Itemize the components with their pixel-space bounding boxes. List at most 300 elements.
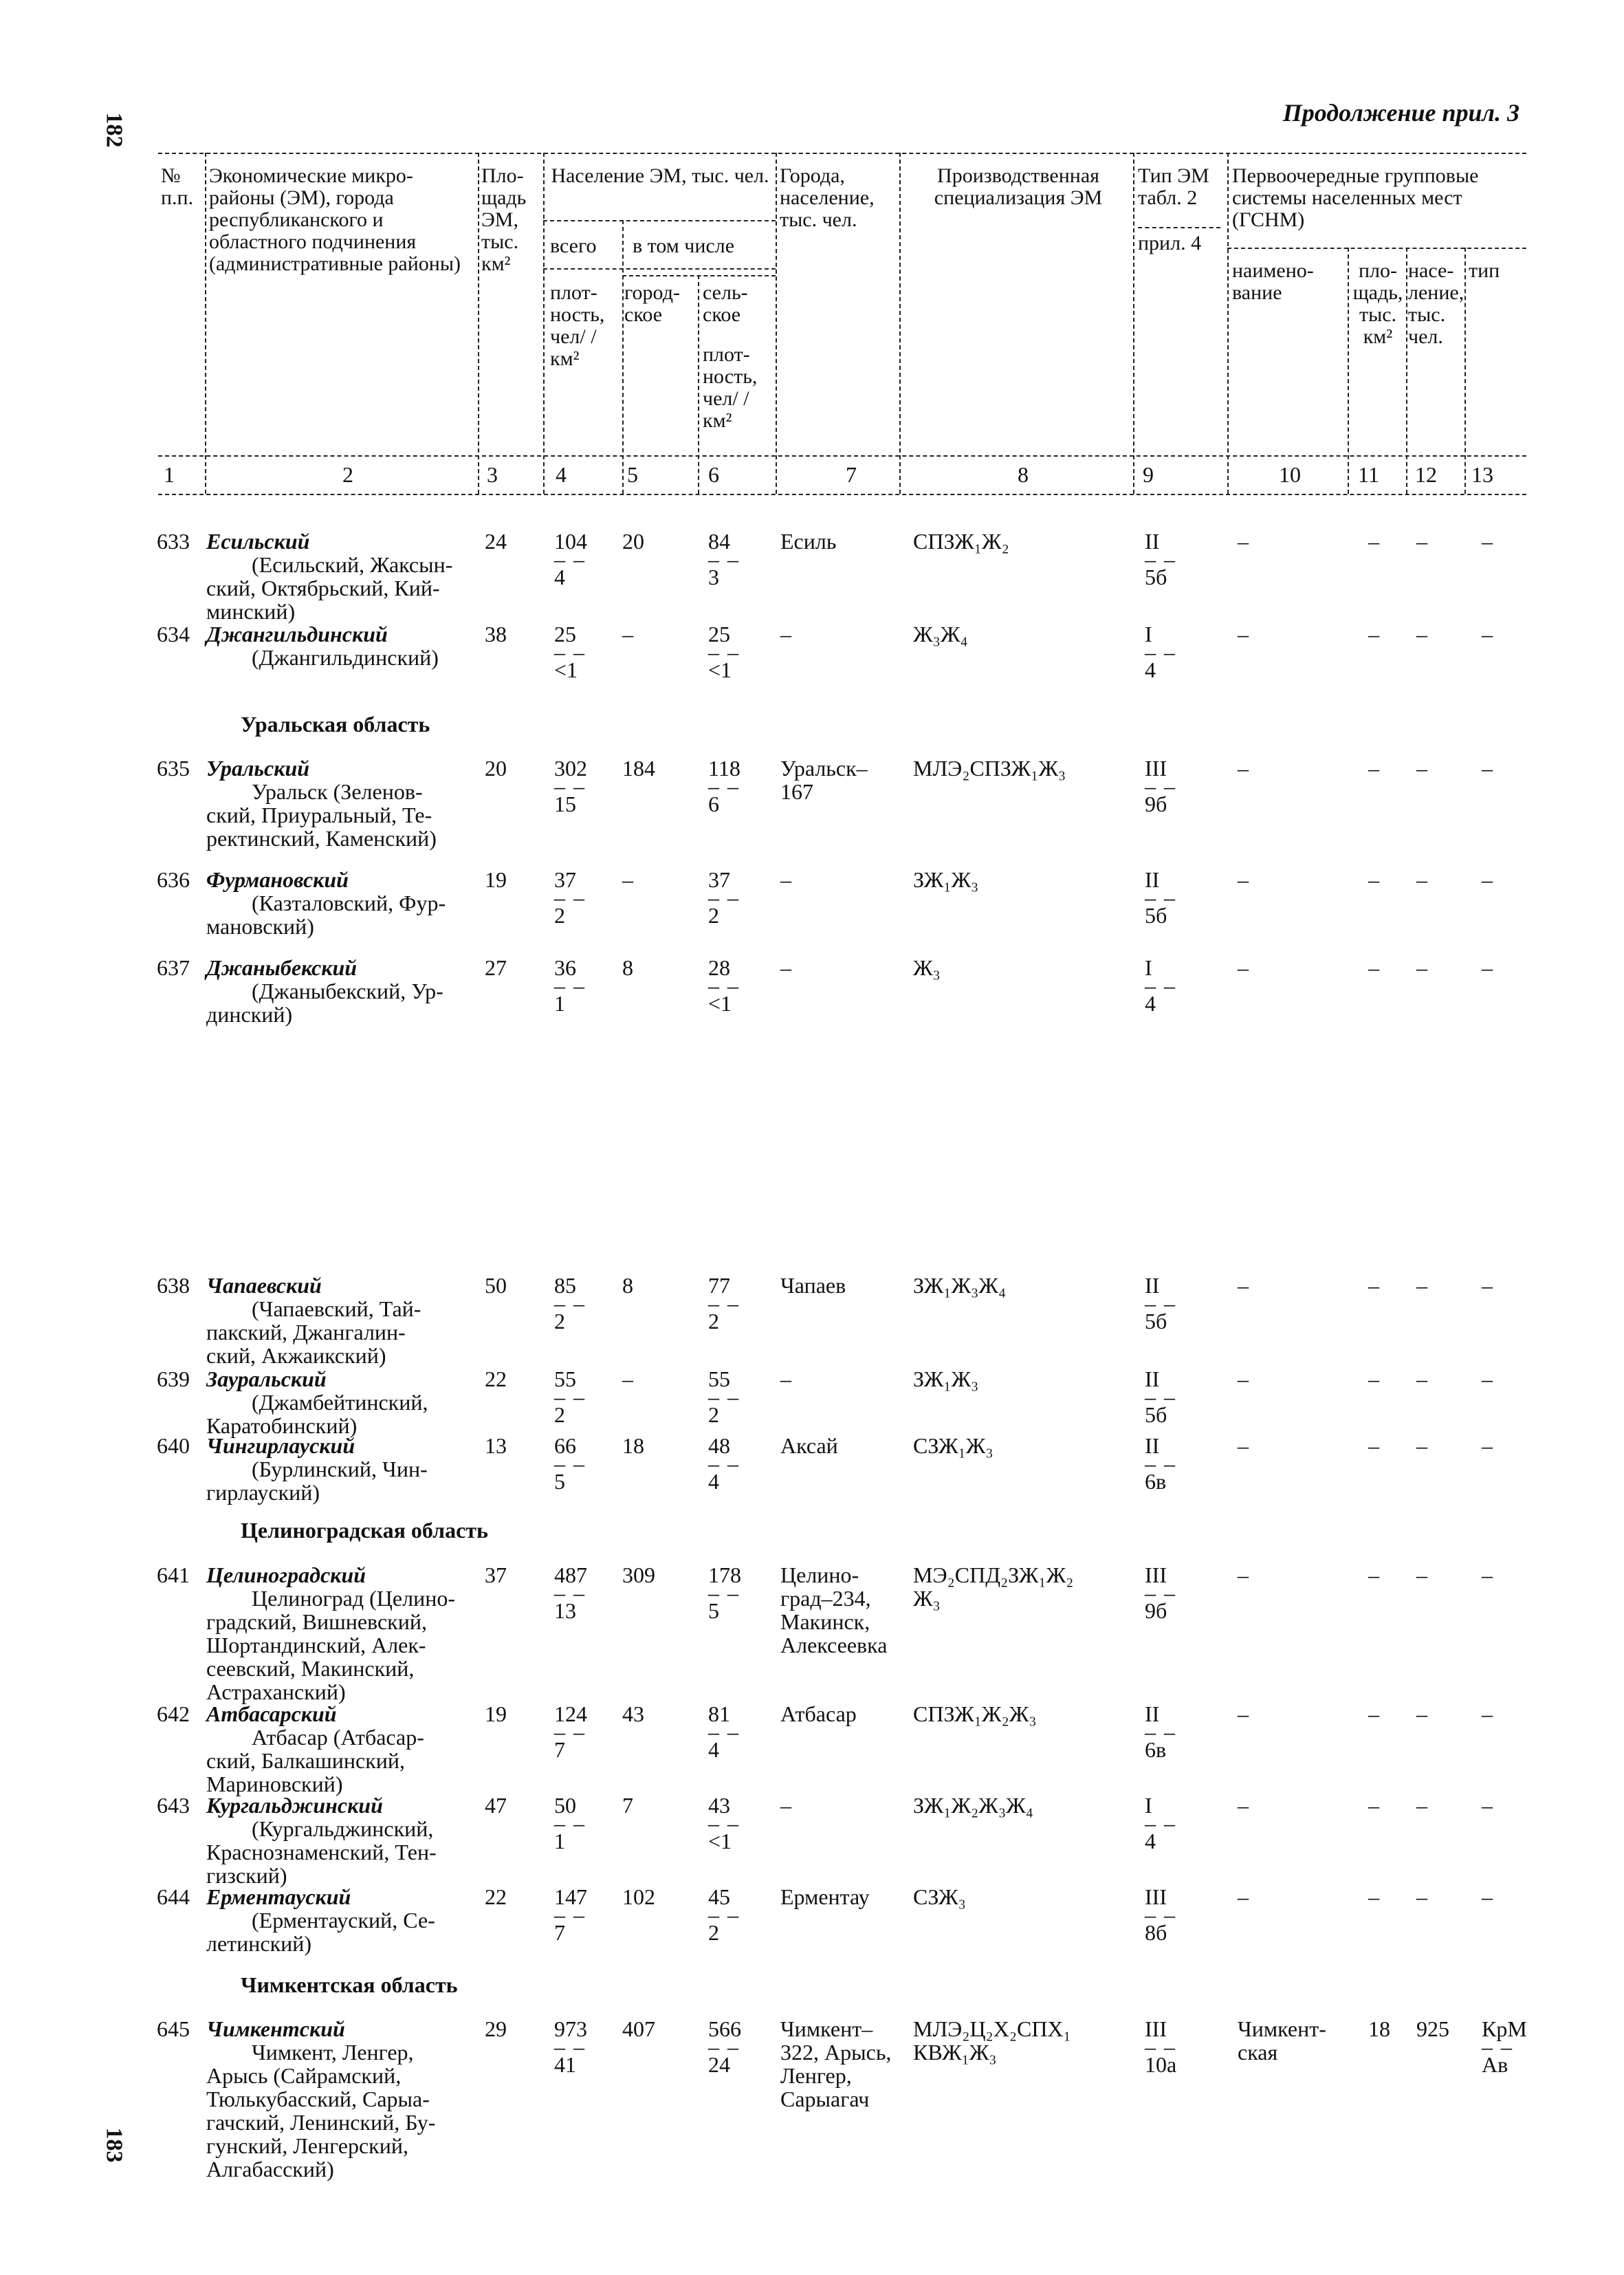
specialization — [913, 1367, 1140, 1391]
microregion-name — [206, 956, 481, 1026]
microregion-title: Джаныбекский — [206, 955, 358, 980]
population-total-numerator: 973 — [554, 2016, 587, 2041]
microregion-districts: (Казталовский, Фур- — [252, 891, 446, 915]
gsnm-population: – — [1416, 622, 1427, 646]
population-total-denominator: 5 — [554, 1469, 565, 1494]
gsnm-area: 18 — [1368, 2016, 1390, 2041]
specialization-line: ЗЖ₁Ж₂Ж₃Ж₄ — [913, 1793, 1033, 1818]
microregion-districts: мановский) — [206, 914, 314, 939]
microregion-districts: гирлауский) — [206, 1480, 320, 1505]
population-rural — [708, 1434, 740, 1493]
em-type-bar: – – — [1145, 2034, 1176, 2059]
em-type — [1145, 756, 1176, 816]
specialization-line: МЛЭ₂СПЗЖ₁Ж₃ — [913, 756, 1066, 781]
em-type — [1145, 530, 1176, 589]
header-gsnm-area: пло-щадь, тыс. км² — [1352, 259, 1403, 348]
header-rural-density: плот-ность, чел/ /км² — [703, 343, 758, 432]
population-rural — [708, 756, 740, 816]
microregion-districts: гунский, Ленгерский, — [206, 2133, 408, 2158]
population-total — [554, 756, 587, 816]
city-line: – — [780, 1367, 791, 1391]
em-type-bar: – – — [1145, 774, 1176, 798]
em-type-numerator: I — [1145, 955, 1152, 980]
microregion-name — [206, 622, 481, 669]
population-rural-bar: – – — [708, 640, 740, 664]
population-rural-denominator: 2 — [708, 1920, 719, 1945]
population-rural-denominator: 2 — [708, 1309, 719, 1334]
area-value: 20 — [485, 756, 507, 781]
em-type-bar: – – — [1145, 885, 1176, 910]
row-number: 633 — [157, 529, 190, 554]
population-rural — [708, 1367, 740, 1426]
em-type-denominator: 5б — [1145, 1309, 1167, 1334]
em-type-bar: – – — [1145, 1580, 1176, 1605]
cities — [780, 1885, 911, 1908]
population-rural-bar: – – — [708, 1451, 740, 1476]
em-type-denominator: 9б — [1145, 1598, 1167, 1623]
gsnm-area: – — [1368, 1701, 1379, 1726]
microregion-districts: ский, Балкашинский, — [206, 1748, 405, 1773]
header-gsnm-type: тип — [1469, 259, 1500, 282]
section-title: Целиноградская область — [241, 1518, 488, 1543]
gsnm-type: – — [1482, 1563, 1493, 1587]
gsnm-population: – — [1416, 1273, 1427, 1298]
gsnm-name-line: – — [1238, 955, 1249, 980]
microregion-districts: Чимкент, Ленгер, — [252, 2040, 414, 2065]
gsnm-name-line: – — [1238, 1367, 1249, 1391]
cities — [780, 1367, 911, 1391]
em-type-bar: – – — [1145, 1902, 1176, 1927]
em-type-numerator: I — [1145, 622, 1152, 646]
column-number: 4 — [556, 462, 567, 487]
gsnm-name-line: – — [1238, 867, 1249, 892]
cities — [780, 622, 911, 646]
specialization-line: МЛЭ₂Ц₂Х₂СПХ₁ — [913, 2016, 1071, 2041]
row-number: 637 — [157, 955, 190, 980]
population-rural-numerator: 45 — [708, 1884, 730, 1909]
column-number: 2 — [342, 462, 353, 487]
gsnm-population: – — [1416, 1701, 1427, 1726]
section-title: Уральская область — [241, 712, 430, 737]
population-rural — [708, 2017, 741, 2076]
microregion-title: Фурмановский — [206, 867, 349, 892]
em-type-numerator: II — [1145, 867, 1160, 892]
microregion-districts: ский, Акжаикский) — [206, 1343, 386, 1368]
microregion-title: Чапаевский — [206, 1273, 322, 1298]
gsnm-population: – — [1416, 1793, 1427, 1818]
header-type-appendix: прил. 4 — [1138, 232, 1202, 254]
population-total-numerator: 36 — [554, 955, 576, 980]
em-type-denominator: 4 — [1145, 657, 1156, 682]
area-value: 27 — [485, 955, 507, 980]
gsnm-population: – — [1416, 1433, 1427, 1458]
population-rural-bar: – – — [708, 1580, 740, 1605]
population-total-denominator: 2 — [554, 1309, 565, 1334]
row-number: 638 — [157, 1273, 190, 1298]
city-line: Чимкент– — [780, 2016, 873, 2041]
gsnm-population: – — [1416, 1563, 1427, 1587]
header-type: Тип ЭМ табл. 2 — [1138, 164, 1209, 209]
column-number: 5 — [627, 462, 638, 487]
row-number: 639 — [157, 1367, 190, 1391]
gsnm-name — [1238, 956, 1354, 979]
gsnm-population: – — [1416, 955, 1427, 980]
gsnm-type: – — [1482, 1433, 1493, 1458]
microregion-title: Кургальджинский — [206, 1793, 383, 1818]
header-gsnm: Первоочередные групповые системы населенных мест (ГСНМ) — [1232, 164, 1479, 231]
population-rural — [708, 530, 740, 589]
city-line: Уральск– — [780, 756, 868, 781]
header-gsnm-pop: насе-ление, тыс. чел. — [1408, 259, 1464, 348]
microregion-districts: Краснознаменский, Тен- — [206, 1840, 437, 1864]
microregion-name — [206, 1563, 481, 1703]
cities — [780, 756, 911, 803]
gsnm-name-line: Чимкент- — [1238, 2016, 1326, 2041]
microregion-title: Джангильдинский — [206, 622, 388, 646]
microregion-title: Целиноградский — [206, 1563, 366, 1587]
cities — [780, 868, 911, 891]
gsnm-name — [1238, 1885, 1354, 1908]
gsnm-name — [1238, 1563, 1354, 1587]
header-population: Население ЭМ, тыс. чел. — [551, 164, 769, 187]
city-line: – — [780, 955, 791, 980]
population-total-denominator: 1 — [554, 1829, 565, 1853]
em-type-numerator: III — [1145, 2016, 1167, 2041]
em-type-bar: – – — [1145, 1811, 1176, 1836]
gsnm-name — [1238, 530, 1354, 553]
specialization-line: МЭ₂СПД₂ЗЖ₁Ж₂ — [913, 1563, 1074, 1587]
specialization-line: Ж₃ — [913, 1586, 941, 1611]
em-type-bar: – – — [1145, 1451, 1176, 1476]
microregion-districts: (Джаныбекский, Ур- — [252, 979, 443, 1003]
microregion-name — [206, 1367, 481, 1437]
population-urban: – — [622, 1367, 633, 1391]
population-urban: – — [622, 867, 633, 892]
city-line: – — [780, 1793, 791, 1818]
population-rural — [708, 1274, 740, 1333]
microregion-districts: летинский) — [206, 1931, 312, 1956]
column-number: 6 — [708, 462, 719, 487]
city-line: Алексеевка — [780, 1633, 888, 1657]
specialization — [913, 1794, 1140, 1817]
em-type — [1145, 868, 1176, 927]
microregion-title: Атбасарский — [206, 1701, 337, 1726]
gsnm-type: – — [1482, 529, 1493, 554]
cities — [780, 2017, 911, 2111]
population-rural-numerator: 84 — [708, 529, 730, 554]
microregion-districts: Целиноград (Целино- — [252, 1586, 455, 1611]
microregion-districts: Мариновский) — [206, 1772, 343, 1796]
microregion-name — [206, 1274, 481, 1367]
population-total-bar: – – — [554, 1719, 586, 1744]
gsnm-type-bar: – – — [1482, 2034, 1513, 2059]
gsnm-area: – — [1368, 622, 1379, 646]
gsnm-type: – — [1482, 1884, 1493, 1909]
cities — [780, 530, 911, 553]
row-number: 642 — [157, 1701, 190, 1726]
population-urban: 184 — [622, 756, 655, 781]
population-total-denominator: 2 — [554, 1402, 565, 1427]
microregion-districts: (Джамбейтинский, — [252, 1390, 428, 1415]
population-rural-numerator: 37 — [708, 867, 730, 892]
population-total-bar: – – — [554, 774, 586, 798]
population-rural-numerator: 118 — [708, 756, 740, 781]
population-rural-denominator: 24 — [708, 2052, 730, 2077]
cities — [780, 1563, 911, 1657]
column-number: 7 — [846, 462, 857, 487]
running-head: Продолжение прил. 3 — [1282, 99, 1519, 127]
population-total-denominator: 2 — [554, 903, 565, 928]
column-number: 3 — [487, 462, 498, 487]
gsnm-type — [1482, 2017, 1527, 2076]
population-rural — [708, 868, 740, 927]
population-rural-bar: – – — [708, 1719, 740, 1744]
population-urban: 20 — [622, 529, 644, 554]
gsnm-type-numerator: КрМ — [1482, 2016, 1527, 2041]
population-total-numerator: 124 — [554, 1701, 587, 1726]
header-rural: сель-ское — [703, 281, 748, 326]
specialization — [913, 2017, 1140, 2064]
population-total — [554, 868, 586, 927]
city-line: Макинск, — [780, 1609, 870, 1634]
microregion-districts: (Джангильдинский) — [252, 645, 439, 670]
em-type — [1145, 1274, 1176, 1333]
microregion-districts: Тюлькубасский, Сарыа- — [206, 2087, 430, 2111]
gsnm-type: – — [1482, 1273, 1493, 1298]
header-area: Пло-щадь ЭМ, тыс. км² — [481, 164, 527, 275]
population-total-bar: – – — [554, 1902, 586, 1927]
em-type-bar: – – — [1145, 1719, 1176, 1744]
row-number: 643 — [157, 1793, 190, 1818]
microregion-districts: ский, Октябрьский, Кий- — [206, 576, 440, 600]
population-rural-denominator: 2 — [708, 1402, 719, 1427]
microregion-name — [206, 1434, 481, 1504]
em-type — [1145, 1563, 1176, 1622]
city-line: Ленгер, — [780, 2063, 852, 2088]
microregion-districts: Уральск (Зеленов- — [252, 779, 423, 804]
population-rural-bar: – – — [708, 1384, 740, 1409]
area-value: 13 — [485, 1433, 507, 1458]
population-total — [554, 530, 587, 589]
em-type-denominator: 9б — [1145, 792, 1167, 816]
gsnm-name — [1238, 756, 1354, 780]
header-including: в том числе — [633, 235, 735, 257]
population-rural-denominator: 4 — [708, 1469, 719, 1494]
gsnm-population: – — [1416, 1367, 1427, 1391]
microregion-title: Ерментауский — [206, 1884, 351, 1909]
population-total-denominator: <1 — [554, 657, 578, 682]
population-total-bar: – – — [554, 885, 586, 910]
area-value: 47 — [485, 1793, 507, 1818]
microregion-name — [206, 530, 481, 623]
population-total-numerator: 37 — [554, 867, 576, 892]
microregion-title: Чимкентский — [206, 2016, 345, 2041]
population-rural-denominator: 4 — [708, 1737, 719, 1762]
gsnm-name-line: – — [1238, 1563, 1249, 1587]
specialization — [913, 1563, 1140, 1610]
column-number: 13 — [1471, 462, 1493, 487]
em-type — [1145, 1702, 1176, 1761]
gsnm-name-line: – — [1238, 1433, 1249, 1458]
microregion-districts: Шортандинский, Алек- — [206, 1633, 426, 1657]
header-urban: город-ское — [624, 281, 680, 326]
population-urban: 18 — [622, 1433, 644, 1458]
header-number: № п.п. — [161, 164, 194, 209]
population-rural-bar: – – — [708, 1291, 740, 1316]
header-cities: Города, население, тыс. чел. — [780, 164, 875, 231]
gsnm-name-line: – — [1238, 1793, 1249, 1818]
gsnm-name-line: – — [1238, 1701, 1249, 1726]
header-gsnm-name: наимено-вание — [1232, 259, 1314, 304]
em-type — [1145, 2017, 1176, 2076]
city-line: 167 — [780, 779, 813, 804]
city-line: – — [780, 622, 791, 646]
population-total-denominator: 7 — [554, 1920, 565, 1945]
gsnm-name — [1238, 868, 1354, 891]
area-value: 38 — [485, 622, 507, 646]
specialization-line: СЗЖ₃ — [913, 1884, 966, 1909]
gsnm-area: – — [1368, 1367, 1379, 1391]
microregion-name — [206, 868, 481, 938]
em-type — [1145, 1434, 1176, 1493]
population-rural-numerator: 81 — [708, 1701, 730, 1726]
gsnm-population: – — [1416, 756, 1427, 781]
city-line: Чапаев — [780, 1273, 846, 1298]
em-type-bar: – – — [1145, 1291, 1176, 1316]
population-urban: – — [622, 622, 633, 646]
specialization — [913, 1434, 1140, 1457]
em-type-denominator: 10а — [1145, 2052, 1177, 2077]
cities — [780, 1274, 911, 1297]
microregion-districts: (Ерментауский, Се- — [252, 1908, 435, 1933]
microregion-districts: минский) — [206, 599, 296, 624]
column-number: 10 — [1279, 462, 1301, 487]
em-type-denominator: 6в — [1145, 1469, 1167, 1494]
population-rural-numerator: 48 — [708, 1433, 730, 1458]
population-rural — [708, 1794, 740, 1853]
em-type-numerator: III — [1145, 756, 1167, 781]
population-total-numerator: 50 — [554, 1793, 576, 1818]
column-number: 8 — [1018, 462, 1029, 487]
city-line: Атбасар — [780, 1701, 857, 1726]
population-rural-numerator: 566 — [708, 2016, 741, 2041]
microregion-title: Чингирлауский — [206, 1433, 355, 1458]
population-total — [554, 1794, 586, 1853]
microregion-name — [206, 2017, 481, 2181]
population-total — [554, 622, 586, 682]
gsnm-type: – — [1482, 955, 1493, 980]
em-type-denominator: 6в — [1145, 1737, 1167, 1762]
city-line: 322, Арысь, — [780, 2040, 892, 2065]
specialization — [913, 1885, 1140, 1908]
gsnm-name-line: – — [1238, 1273, 1249, 1298]
column-number: 1 — [164, 462, 175, 487]
population-rural-denominator: 6 — [708, 792, 719, 816]
population-rural — [708, 622, 740, 682]
population-rural-denominator: <1 — [708, 991, 732, 1016]
em-type-denominator: 5б — [1145, 565, 1167, 589]
population-rural — [708, 956, 740, 1015]
population-total-denominator: 41 — [554, 2052, 576, 2077]
population-total-denominator: 4 — [554, 565, 565, 589]
header-total: всего — [550, 235, 597, 257]
population-rural-denominator: <1 — [708, 1829, 732, 1853]
column-number: 9 — [1143, 462, 1154, 487]
em-type-bar: – – — [1145, 973, 1176, 998]
specialization-line: Ж₃Ж₄ — [913, 622, 968, 646]
population-total-bar: – – — [554, 640, 586, 664]
microregion-districts: сеевский, Макинский, — [206, 1656, 415, 1681]
area-value: 22 — [485, 1367, 507, 1391]
gsnm-population: – — [1416, 1884, 1427, 1909]
population-rural-numerator: 25 — [708, 622, 730, 646]
microregion-name — [206, 756, 481, 850]
specialization — [913, 622, 1140, 646]
em-type-numerator: III — [1145, 1884, 1167, 1909]
specialization — [913, 1274, 1140, 1297]
gsnm-name — [1238, 1434, 1354, 1457]
em-type — [1145, 956, 1176, 1015]
population-rural-bar: – – — [708, 885, 740, 910]
area-value: 50 — [485, 1273, 507, 1298]
population-total — [554, 956, 586, 1015]
column-number: 12 — [1415, 462, 1437, 487]
gsnm-name-line: – — [1238, 756, 1249, 781]
population-rural-bar: – – — [708, 547, 740, 572]
microregion-title: Зауральский — [206, 1367, 327, 1391]
population-rural-denominator: <1 — [708, 657, 732, 682]
gsnm-area: – — [1368, 1884, 1379, 1909]
em-type — [1145, 1885, 1176, 1944]
cities — [780, 1434, 911, 1457]
population-rural-numerator: 55 — [708, 1367, 730, 1391]
microregion-districts: гачский, Ленинский, Бу- — [206, 2110, 436, 2135]
microregion-title: Есильский — [206, 529, 310, 554]
microregion-districts: Астраханский) — [206, 1679, 346, 1704]
population-total-numerator: 487 — [554, 1563, 587, 1587]
em-type — [1145, 622, 1176, 682]
em-type-numerator: I — [1145, 1793, 1152, 1818]
cities — [780, 1702, 911, 1726]
cities — [780, 1794, 911, 1817]
gsnm-population: – — [1416, 867, 1427, 892]
microregion-districts: (Есильский, Жаксын- — [252, 552, 453, 577]
microregion-districts: Арысь (Сайрамский, — [206, 2063, 402, 2088]
area-value: 37 — [485, 1563, 507, 1587]
gsnm-type: – — [1482, 867, 1493, 892]
em-type-denominator: 5б — [1145, 1402, 1167, 1427]
cities — [780, 956, 911, 979]
microregion-name — [206, 1885, 481, 1955]
population-rural-denominator: 3 — [708, 565, 719, 589]
em-type-numerator: II — [1145, 1433, 1160, 1458]
em-type-denominator: 5б — [1145, 903, 1167, 928]
population-total-bar: – – — [554, 973, 586, 998]
specialization-line: КВЖ₁Ж₃ — [913, 2040, 997, 2065]
gsnm-area: – — [1368, 1433, 1379, 1458]
population-urban: 407 — [622, 2016, 655, 2041]
population-total-bar: – – — [554, 1384, 586, 1409]
microregion-districts: гизский) — [206, 1863, 287, 1888]
microregion-districts: пакский, Джангалин- — [206, 1320, 406, 1345]
population-rural — [708, 1885, 740, 1944]
specialization-line: ЗЖ₁Ж₃ — [913, 1367, 979, 1391]
population-total-numerator: 55 — [554, 1367, 576, 1391]
row-number: 640 — [157, 1433, 190, 1458]
population-rural-numerator: 178 — [708, 1563, 741, 1587]
gsnm-type: – — [1482, 622, 1493, 646]
em-type-numerator: III — [1145, 1563, 1167, 1587]
